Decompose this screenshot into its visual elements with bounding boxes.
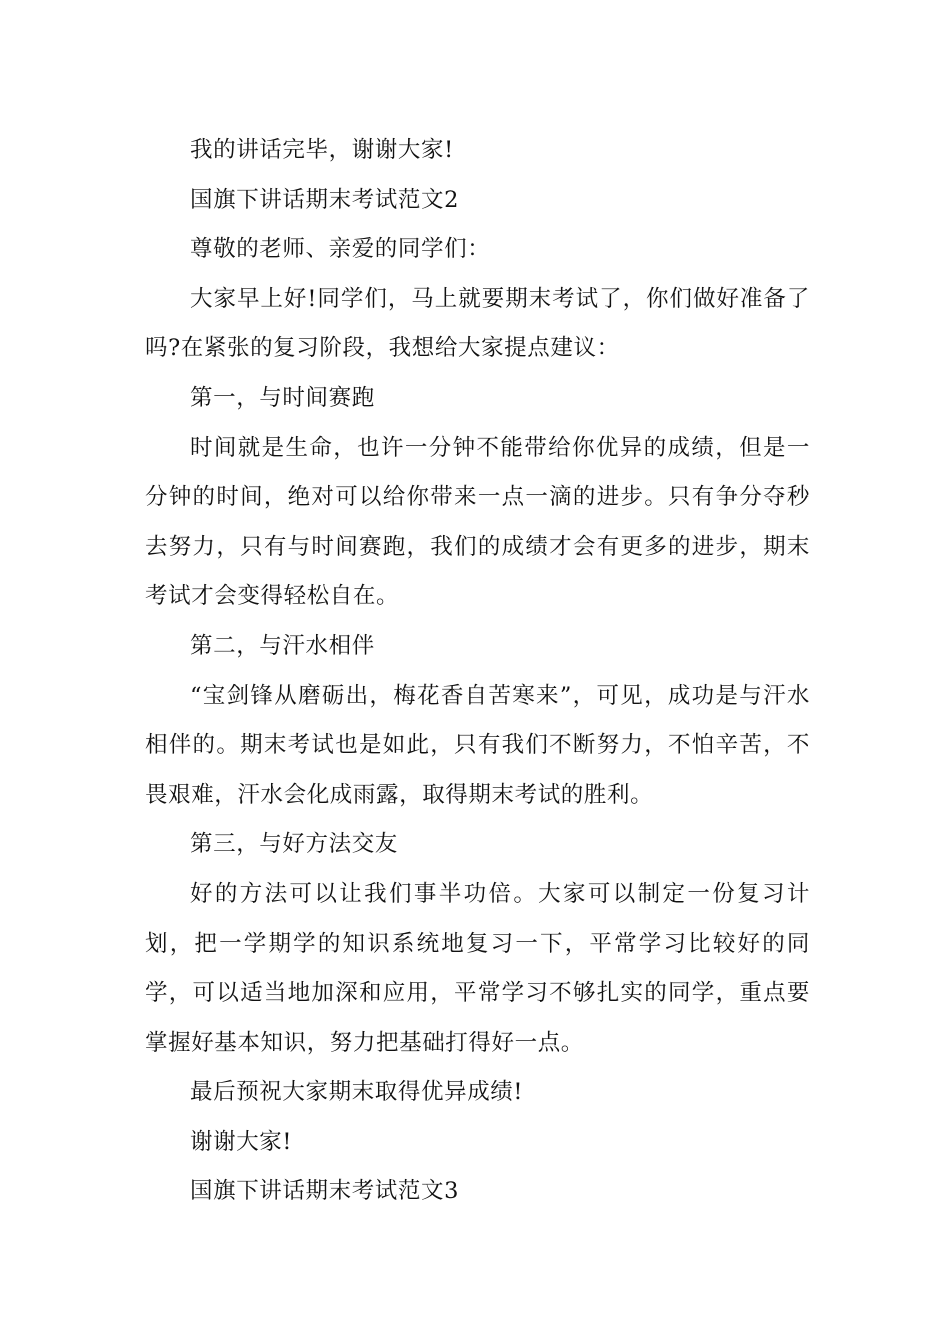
- wishes-paragraph: 最后预祝大家期末取得优异成绩!: [190, 1079, 524, 1106]
- section-title: 国旗下讲话期末考试范文3: [190, 1178, 460, 1205]
- closing-remark: 我的讲话完毕，谢谢大家!: [190, 137, 454, 163]
- point-three-paragraph: 好的方法可以让我们事半功倍。大家可以制定一份复习计划，把一学期学的知识系统地复习一下，平常学习比较好的同学，可以适当地加深和应用，平常学习不够扎实的同学，重点要掌握好基本知识，努力把基础打得好一点。: [145, 880, 810, 1056]
- point-two-paragraph: “宝剑锋从磨砺出，梅花香自苦寒来”，可见，成功是与汗水相伴的。期末考试也是如此，只有我们不断努力，不怕辛苦，不畏艰难，汗水会化成雨露，取得期末考试的胜利。: [145, 682, 810, 808]
- intro-paragraph: 大家早上好!同学们，马上就要期末考试了，你们做好准备了吗?在紧张的复习阶段，我想给大家提点建议：: [145, 285, 810, 362]
- section-title: 国旗下讲话期末考试范文2: [190, 186, 460, 213]
- document-body: [145, 126, 810, 1217]
- point-three-heading: 第三，与好方法交友: [190, 831, 398, 858]
- point-one-paragraph: 时间就是生命，也许一分钟不能带给你优异的成绩，但是一分钟的时间，绝对可以给你带来一点一滴的进步。只有争分夺秒去努力，只有与时间赛跑，我们的成绩才会有更多的进步，期末考试才会变得轻松自在。: [145, 434, 810, 610]
- point-one-heading: 第一，与时间赛跑: [190, 384, 375, 411]
- salutation: 尊敬的老师、亲爱的同学们：: [190, 236, 491, 263]
- point-two-heading: 第二，与汗水相伴: [190, 632, 375, 659]
- thanks-paragraph: 谢谢大家!: [190, 1128, 293, 1155]
